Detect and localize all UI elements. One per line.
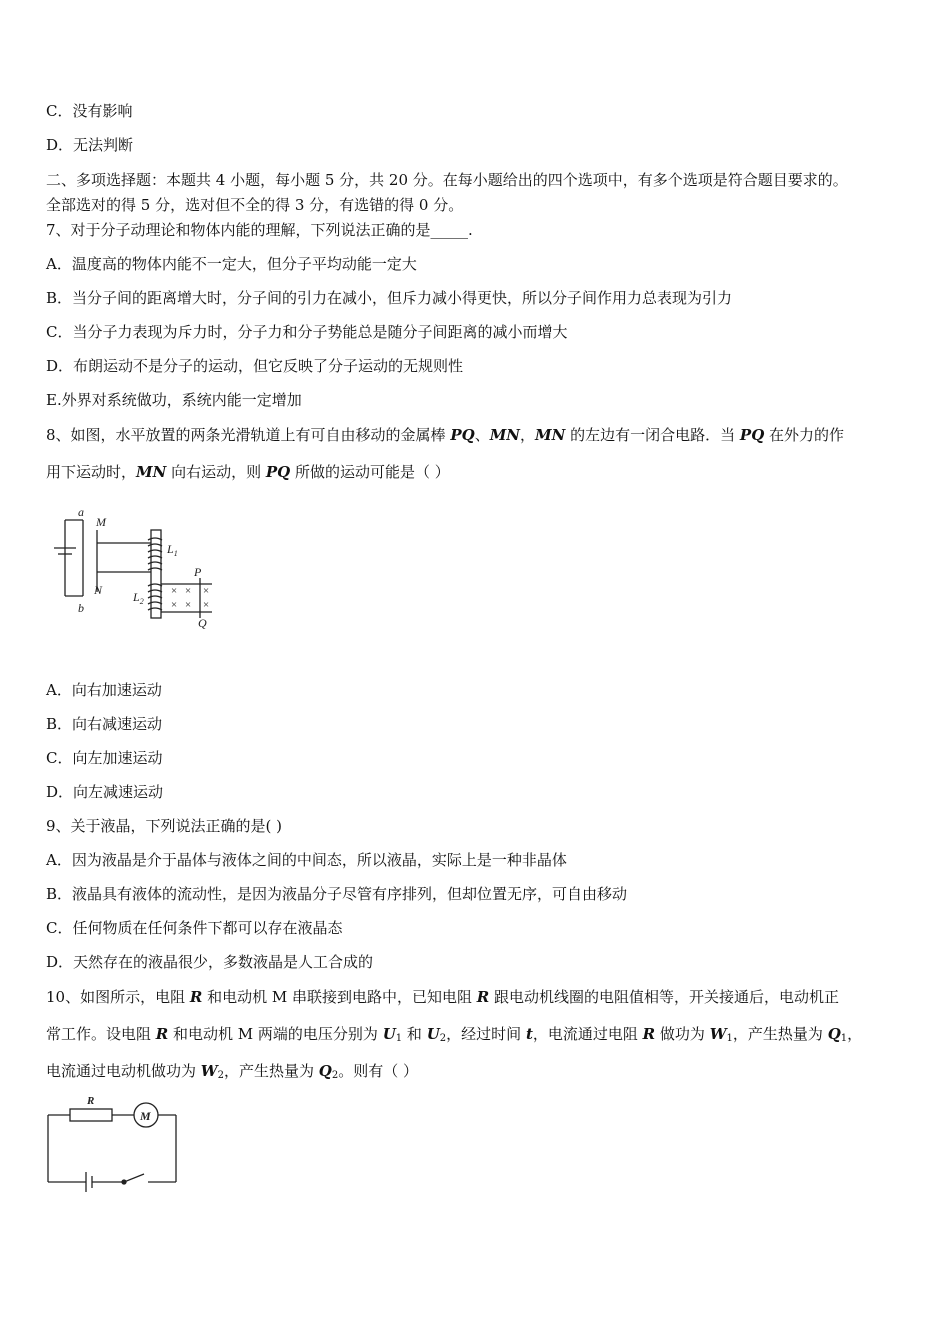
q8-field-mark: ×: [202, 599, 210, 611]
q7-option-b: B．当分子间的距离增大时，分子间的引力在减小，但斥力减小得更快，所以分子间作用力总表现为引力: [46, 289, 733, 307]
q10-label-m: M: [140, 1109, 151, 1123]
q8-label-a: a: [78, 505, 84, 519]
q8-field-mark: ×: [184, 599, 192, 611]
q8-option-d: D．向左减速运动: [46, 783, 164, 801]
q8-field-mark: ×: [184, 585, 192, 597]
q10-stem-line2: 常工作。设电阻 R 和电动机 M 两端的电压分别为 $U_1$ 和 $U_2$，经过时间 t，电流通过电阻 R 做功为 $W_1$，产生热量为 $Q_1$，: [46, 1025, 863, 1044]
q10-stem-line1: 10、如图所示，电阻 R 和电动机 M 串联接到电路中，已知电阻 R 跟电动机线圈的电阻值相等，开关接通后，电动机正: [46, 988, 840, 1006]
q8-field-mark: ×: [202, 585, 210, 597]
q9-option-a: A．因为液晶是介于晶体与液体之间的中间态，所以液晶，实际上是一种非晶体: [46, 851, 567, 869]
q7-option-d: D．布朗运动不是分子的运动，但它反映了分子运动的无规则性: [46, 357, 464, 375]
q7-option-c: C．当分子力表现为斥力时，分子力和分子势能总是随分子间距离的减小而增大: [46, 323, 568, 341]
q7-stem: 7、对于分子动理论和物体内能的理解，下列说法正确的是_____.: [46, 221, 473, 239]
q7-option-e: E.外界对系统做功，系统内能一定增加: [46, 391, 302, 409]
q10-label-r: R: [87, 1095, 95, 1107]
section2-instructions-line2: 全部选对的得 5 分，选对但不全的得 3 分，有选错的得 0 分。: [46, 196, 464, 214]
q8-label-l1: $L_1$: [167, 542, 178, 558]
q6-option-d: D．无法判断: [46, 136, 134, 154]
q8-label-l2: $L_2$: [133, 590, 144, 606]
q6-option-c: C．没有影响: [46, 102, 133, 120]
q8-option-a: A．向右加速运动: [46, 681, 162, 699]
q7-option-a: A．温度高的物体内能不一定大，但分子平均动能一定大: [46, 255, 417, 273]
q8-field-mark: ×: [170, 599, 178, 611]
section2-instructions-line1: 二、多项选择题：本题共 4 小题，每小题 5 分，共 20 分。在每小题给出的四个选项中，有多个选项是符合题目要求的。: [46, 171, 848, 189]
q10-circuit-figure: [40, 1090, 190, 1195]
q8-option-b: B．向右减速运动: [46, 715, 163, 733]
q8-field-mark: ×: [170, 585, 178, 597]
q8-label-b: b: [78, 601, 84, 615]
q9-option-d: D．天然存在的液晶很少，多数液晶是人工合成的: [46, 953, 374, 971]
q9-option-c: C．任何物质在任何条件下都可以存在液晶态: [46, 919, 343, 937]
q8-circuit-figure: [40, 500, 230, 635]
q8-label-m: M: [96, 515, 106, 529]
q8-option-c: C．向左加速运动: [46, 749, 163, 767]
q8-label-p: P: [194, 565, 202, 579]
q9-stem: 9、关于液晶，下列说法正确的是( ): [46, 817, 283, 835]
q8-stem-line1: 8、如图，水平放置的两条光滑轨道上有可自由移动的金属棒 PQ、MN，MN 的左边有一闭合电路．当 PQ 在外力的作: [46, 426, 845, 444]
q8-label-n: N: [94, 583, 103, 597]
q10-stem-line3: 电流通过电动机做功为 $W_2$，产生热量为 $Q_2$。则有（ ）: [46, 1062, 419, 1081]
q8-label-q: Q: [198, 616, 207, 630]
q9-option-b: B．液晶具有液体的流动性，是因为液晶分子尽管有序排列，但却位置无序，可自由移动: [46, 885, 628, 903]
q8-stem-line2: 用下运动时，MN 向右运动，则 PQ 所做的运动可能是（ ）: [46, 463, 450, 481]
